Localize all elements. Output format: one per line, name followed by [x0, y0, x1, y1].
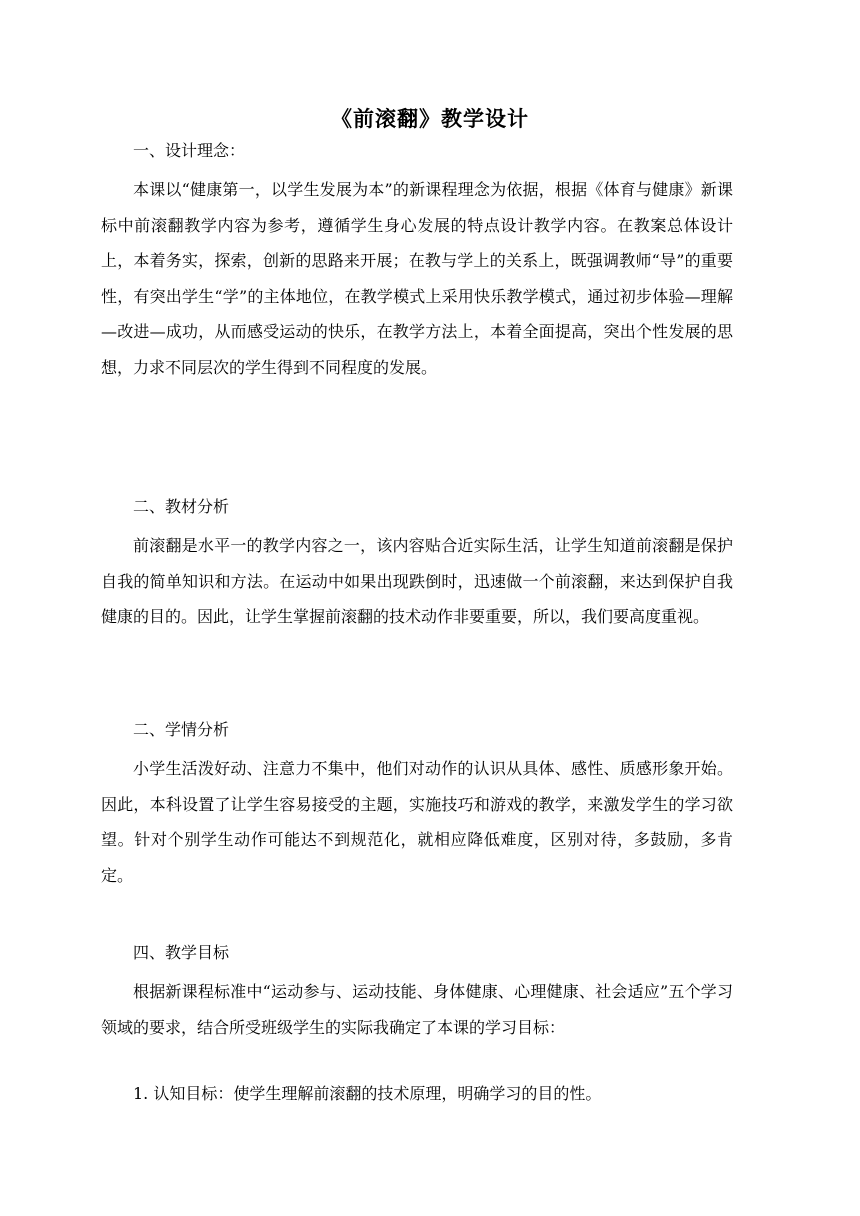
section-heading-teaching-goals: 四、教学目标	[133, 943, 230, 962]
document-title: 《前滚翻》教学设计	[331, 106, 529, 131]
section-heading-learner-analysis: 二、学情分析	[133, 720, 230, 739]
paragraph-teaching-goals: 根据新课程标准中“运动参与、运动技能、身体健康、心理健康、社会适应”五个学习领域的要求，结合所受班级学生的实际我确定了本课的学习目标：	[101, 982, 733, 1037]
section-heading-design-concept: 一、设计理念：	[133, 141, 246, 160]
paragraph-material-analysis: 前滚翻是水平一的教学内容之一，该内容贴合近实际生活，让学生知道前滚翻是保护自我的简单知识和方法。在运动中如果出现跌倒时，迅速做一个前滚翻，来达到保护自我健康的目的。因此，让学生掌握前滚翻的技术动作非要重要，所以，我们要高度重视。	[101, 536, 733, 627]
paragraph-design-concept: 本课以“健康第一，以学生发展为本”的新课程理念为依据，根据《体育与健康》新课标中前滚翻教学内容为参考，遵循学生身心发展的特点设计教学内容。在教案总体设计上，本着务实，探索，创新的思路来开展；在教与学上的关系上，既强调教师“导”的重要性，有突出学生“学”的主体地位，在教学模式上采用快乐教学模式，通过初步体验—理解—改进—成功，从而感受运动的快乐，在教学方法上，本着全面提高，突出个性发展的思想，力求不同层次的学生得到不同程度的发展。	[101, 180, 733, 377]
section-heading-material-analysis: 二、教材分析	[133, 497, 230, 516]
paragraph-learner-analysis: 小学生活泼好动、注意力不集中，他们对动作的认识从具体、感性、质感形象开始。因此，本科设置了让学生容易接受的主题，实施技巧和游戏的教学，来激发学生的学习欲望。针对个别学生动作可能达不到规范化，就相应降低难度，区别对待，多鼓励，多肯定。	[101, 759, 733, 885]
list-item-cognitive-goal: 1. 认知目标：使学生理解前滚翻的技术原理，明确学习的目的性。	[133, 1084, 602, 1103]
